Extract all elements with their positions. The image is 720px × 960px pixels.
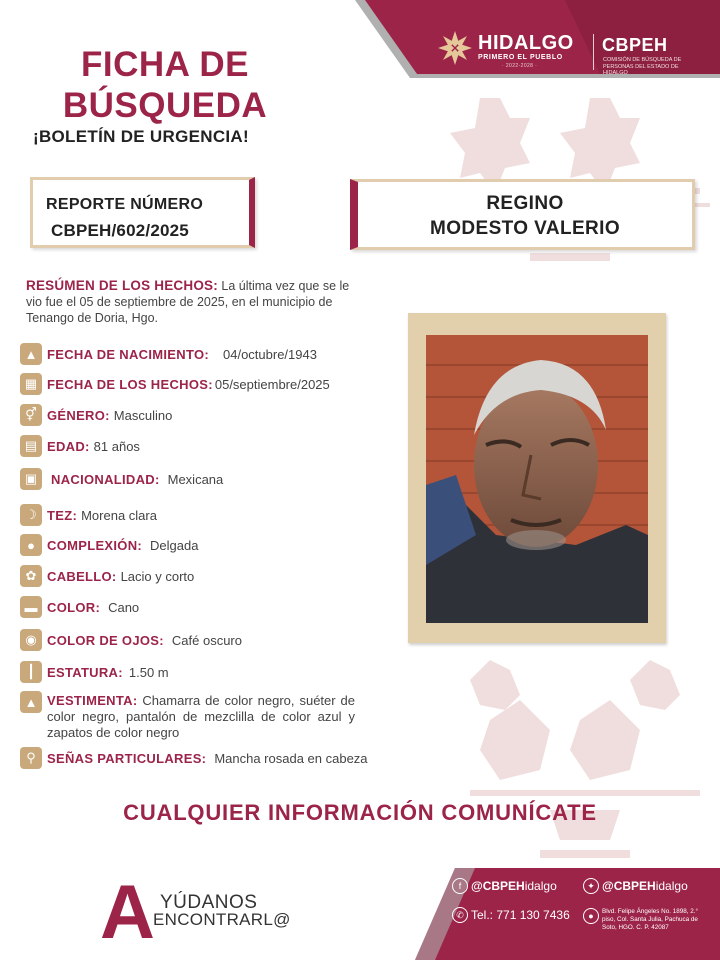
detail-value: 04/octubre/1943 <box>223 346 317 362</box>
detail-hair-color <box>20 595 139 619</box>
magnifier-icon: ⚲ <box>20 747 42 769</box>
shirt-icon: ▲ <box>20 691 42 713</box>
summary-text: La última vez que se le vio fue el 05 de septiembre de 2025, en el municipio de Tenango de Doria, Hgo. <box>26 279 350 325</box>
detail-label: TEZ: <box>47 507 78 523</box>
marks-value: Mancha rosada en cabeza <box>214 750 368 766</box>
detail-value: 81 años <box>93 438 140 454</box>
twitter-handle-bold: @CBPEH <box>602 879 656 893</box>
face-profile-icon: ☽ <box>20 504 42 526</box>
detail-skin-tone <box>20 503 157 527</box>
detail-clothing <box>47 693 355 741</box>
detail-build <box>20 533 198 557</box>
detail-value: 05/septiembre/2025 <box>214 376 330 392</box>
campaign-logo-letter: A <box>100 870 155 955</box>
detail-eye-color <box>20 628 242 652</box>
detail-birth-date <box>20 342 317 366</box>
brand-name: HIDALGO <box>478 32 574 54</box>
detail-gender <box>20 403 172 427</box>
detail-value: Lacio y corto <box>120 568 195 584</box>
location-pin-icon: ● <box>583 908 599 924</box>
phone-number: Tel.: 771 130 7436 <box>471 908 570 922</box>
page-title <box>60 44 270 126</box>
detail-distinguishing-marks <box>20 746 368 770</box>
clothing-value: Chamarra de color negro, suéter de color negro, pantalón de mezclilla de color azul y zapatos de color negro <box>47 693 355 740</box>
detail-label: FECHA DE LOS HECHOS: <box>47 376 213 392</box>
facts-summary <box>26 278 352 326</box>
person-name-card <box>350 179 695 250</box>
campaign-line-1: YÚDANOS <box>160 892 258 913</box>
detail-label: GÉNERO: <box>47 407 110 423</box>
title-line-1: FICHA DE <box>81 45 249 84</box>
phone-icon: ✆ <box>452 907 468 923</box>
photo-frame <box>408 313 666 643</box>
detail-label: ESTATURA: <box>47 664 123 680</box>
detail-value: Café oscuro <box>171 632 242 648</box>
detail-value: Cano <box>108 599 140 615</box>
phone-link[interactable] <box>452 907 570 923</box>
ruler-icon: ┃ <box>20 661 42 683</box>
detail-label: FECHA DE NACIMIENTO: <box>47 346 209 362</box>
address-text: Blvd. Felipe Ángeles No. 1898, 2.° piso, Col. Santa Julia, Pachuca de Soto, HGO. C. P. 42087 <box>602 908 698 931</box>
person-last-names: MODESTO VALERIO <box>429 218 621 239</box>
detail-value: Delgada <box>150 537 199 553</box>
facebook-link[interactable] <box>452 878 557 894</box>
textile-pattern-bottom <box>450 640 720 870</box>
person-photo <box>426 335 648 623</box>
detail-nationality <box>20 467 223 491</box>
marks-label: SEÑAS PARTICULARES: <box>47 750 207 766</box>
detail-age <box>20 434 140 458</box>
summary-label: RESÚMEN DE LOS HECHOS: <box>26 278 218 293</box>
report-label: REPORTE NÚMERO <box>46 196 204 213</box>
body-icon: ● <box>20 534 42 556</box>
detail-height <box>20 660 169 684</box>
detail-label: CABELLO: <box>47 568 117 584</box>
page-subtitle: ¡BOLETÍN DE URGENCIA! <box>33 127 249 146</box>
detail-label: COMPLEXIÓN: <box>47 537 143 553</box>
clothing-icon-row <box>20 690 47 714</box>
gender-icon: ⚥ <box>20 404 42 426</box>
report-number: CBPEH/602/2025 <box>51 221 189 240</box>
twitter-link[interactable] <box>583 878 688 894</box>
eye-icon: ◉ <box>20 629 42 651</box>
campaign-line-2: ENCONTRARL@ <box>153 910 291 929</box>
detail-label: COLOR DE OJOS: <box>47 632 164 648</box>
agency-full-name: COMISIÓN DE BÚSQUEDA DE PERSONAS DEL ESTADO DE HIDALGO <box>603 57 682 76</box>
twitter-handle-rest: idalgo <box>655 879 688 893</box>
detail-value: Morena clara <box>81 507 157 523</box>
header-divider <box>593 34 594 70</box>
hidalgo-flower-icon <box>437 30 473 66</box>
detail-label: EDAD: <box>47 438 90 454</box>
report-number-card <box>30 177 255 248</box>
call-to-action: CUALQUIER INFORMACIÓN COMUNÍCATE <box>123 800 597 825</box>
id-card-icon: ▣ <box>20 468 42 490</box>
detail-event-date <box>20 372 330 396</box>
facebook-handle-bold: @CBPEH <box>471 879 525 893</box>
cake-icon: ▲ <box>20 343 42 365</box>
brand-years: · 2022-2028 · <box>502 63 538 69</box>
clothing-label: VESTIMENTA: <box>47 693 138 708</box>
detail-value: Masculino <box>113 407 173 423</box>
person-first-name: REGINO <box>486 193 564 214</box>
brand-tagline: PRIMERO EL PUEBLO <box>478 54 563 61</box>
facebook-icon: f <box>452 878 468 894</box>
address-pin <box>583 908 602 924</box>
hair-color-icon: ▬ <box>20 596 42 618</box>
hair-icon: ✿ <box>20 565 42 587</box>
facebook-handle-rest: idalgo <box>524 879 557 893</box>
detail-label: NACIONALIDAD: <box>51 471 160 487</box>
twitter-icon: ✦ <box>583 878 599 894</box>
detail-hair <box>20 564 194 588</box>
detail-value: 1.50 m <box>128 664 169 680</box>
age-icon: ▤ <box>20 435 42 457</box>
agency-acronym: CBPEH <box>602 35 668 55</box>
detail-value: Mexicana <box>167 471 224 487</box>
detail-label: COLOR: <box>47 599 101 615</box>
title-line-2: BÚSQUEDA <box>62 86 268 125</box>
calendar-icon: ▦ <box>20 373 42 395</box>
